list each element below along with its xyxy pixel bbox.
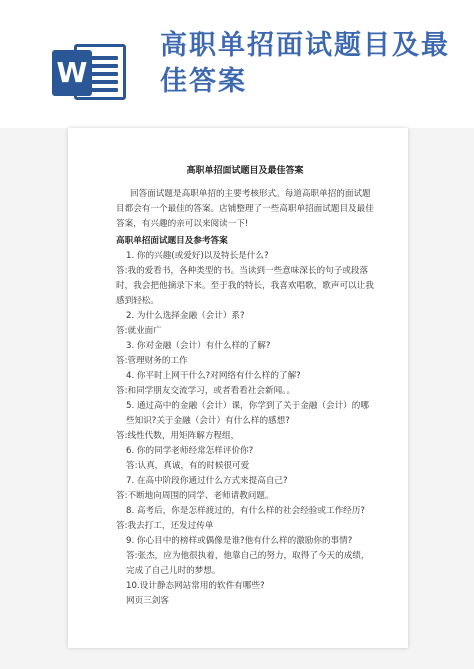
answer-line: 答:就业面广 (116, 326, 162, 336)
answer-line: 答:我去打工，还发过传单 (116, 521, 214, 531)
document-page (68, 128, 408, 648)
document-title: 高职单招面试题目及最佳答案 (186, 166, 304, 176)
answer-line: 答:我的爱看书，各种类型的书。当读到一些意味深长的句子或段落时，我会把他摘录下来。至于我的特长，我喜欢唱歌，歌声可以让我感到轻松。 (116, 266, 374, 306)
question-line: 7. 在高中阶段你通过什么方式来提高自己? (126, 476, 288, 486)
answer-line: 答:管理财务的工作 (116, 356, 188, 366)
question-line: 3. 你对金融（会计）有什么样的了解? (126, 341, 271, 351)
question-line: 8. 高考后，你是怎样渡过的，有什么样的社会经验或工作经历? (126, 506, 365, 516)
word-w-badge: W (52, 50, 92, 96)
question-line: 5. 通过高中的金融（会计）课，你学到了关于金融（会计）的哪些知识?关于金融（会计）有什么样的感想? (126, 401, 369, 426)
banner-title: 高职单招面试题目及最佳答案 (160, 30, 450, 97)
question-line: 4. 你平时上网干什么?对网络有什么样的了解? (126, 371, 301, 381)
question-line: 2. 为什么选择金融（会计）系? (126, 311, 245, 321)
section-heading: 高职单招面试题目及参考答案 (116, 236, 228, 246)
answer-line: 答:不断地向周围的同学、老师请教问题。 (116, 491, 274, 501)
question-line: 网页三剑客 (126, 596, 169, 606)
question-line: 1. 你的兴趣(或爱好)以及特长是什么? (126, 251, 269, 261)
document-body (116, 164, 374, 609)
answer-line: 答:线性代数，用矩阵解方程组， (116, 431, 240, 441)
question-line: 6. 你的同学老师经常怎样评价你? (126, 446, 254, 456)
banner (0, 0, 474, 128)
answer-line: 答:张杰，应为他很执着，他靠自己的努力，取得了今天的成绩，完成了自己儿时的梦想。 (126, 551, 370, 576)
answer-line: 答:认真，真诚，有的时候很可爱 (126, 461, 250, 471)
word-document-icon (52, 40, 128, 102)
qa-list (116, 249, 374, 609)
question-line: 9. 你心目中的榜样或偶像是谁?他有什么样的激励你的事情? (126, 536, 353, 546)
intro-paragraph: 回答面试题是高职单招的主要考核形式。每道高职单招的面试题目都会有一个最佳的答案。店铺整理了一些高职单招面试题目及最佳答案，有兴趣的亲可以来阅读一下! (116, 189, 374, 229)
question-line: 10.设计静态网站常用的软件有哪些? (126, 581, 265, 591)
answer-line: 答:和同学朋友交流学习，或者看看社会新闻。。 (116, 386, 296, 396)
